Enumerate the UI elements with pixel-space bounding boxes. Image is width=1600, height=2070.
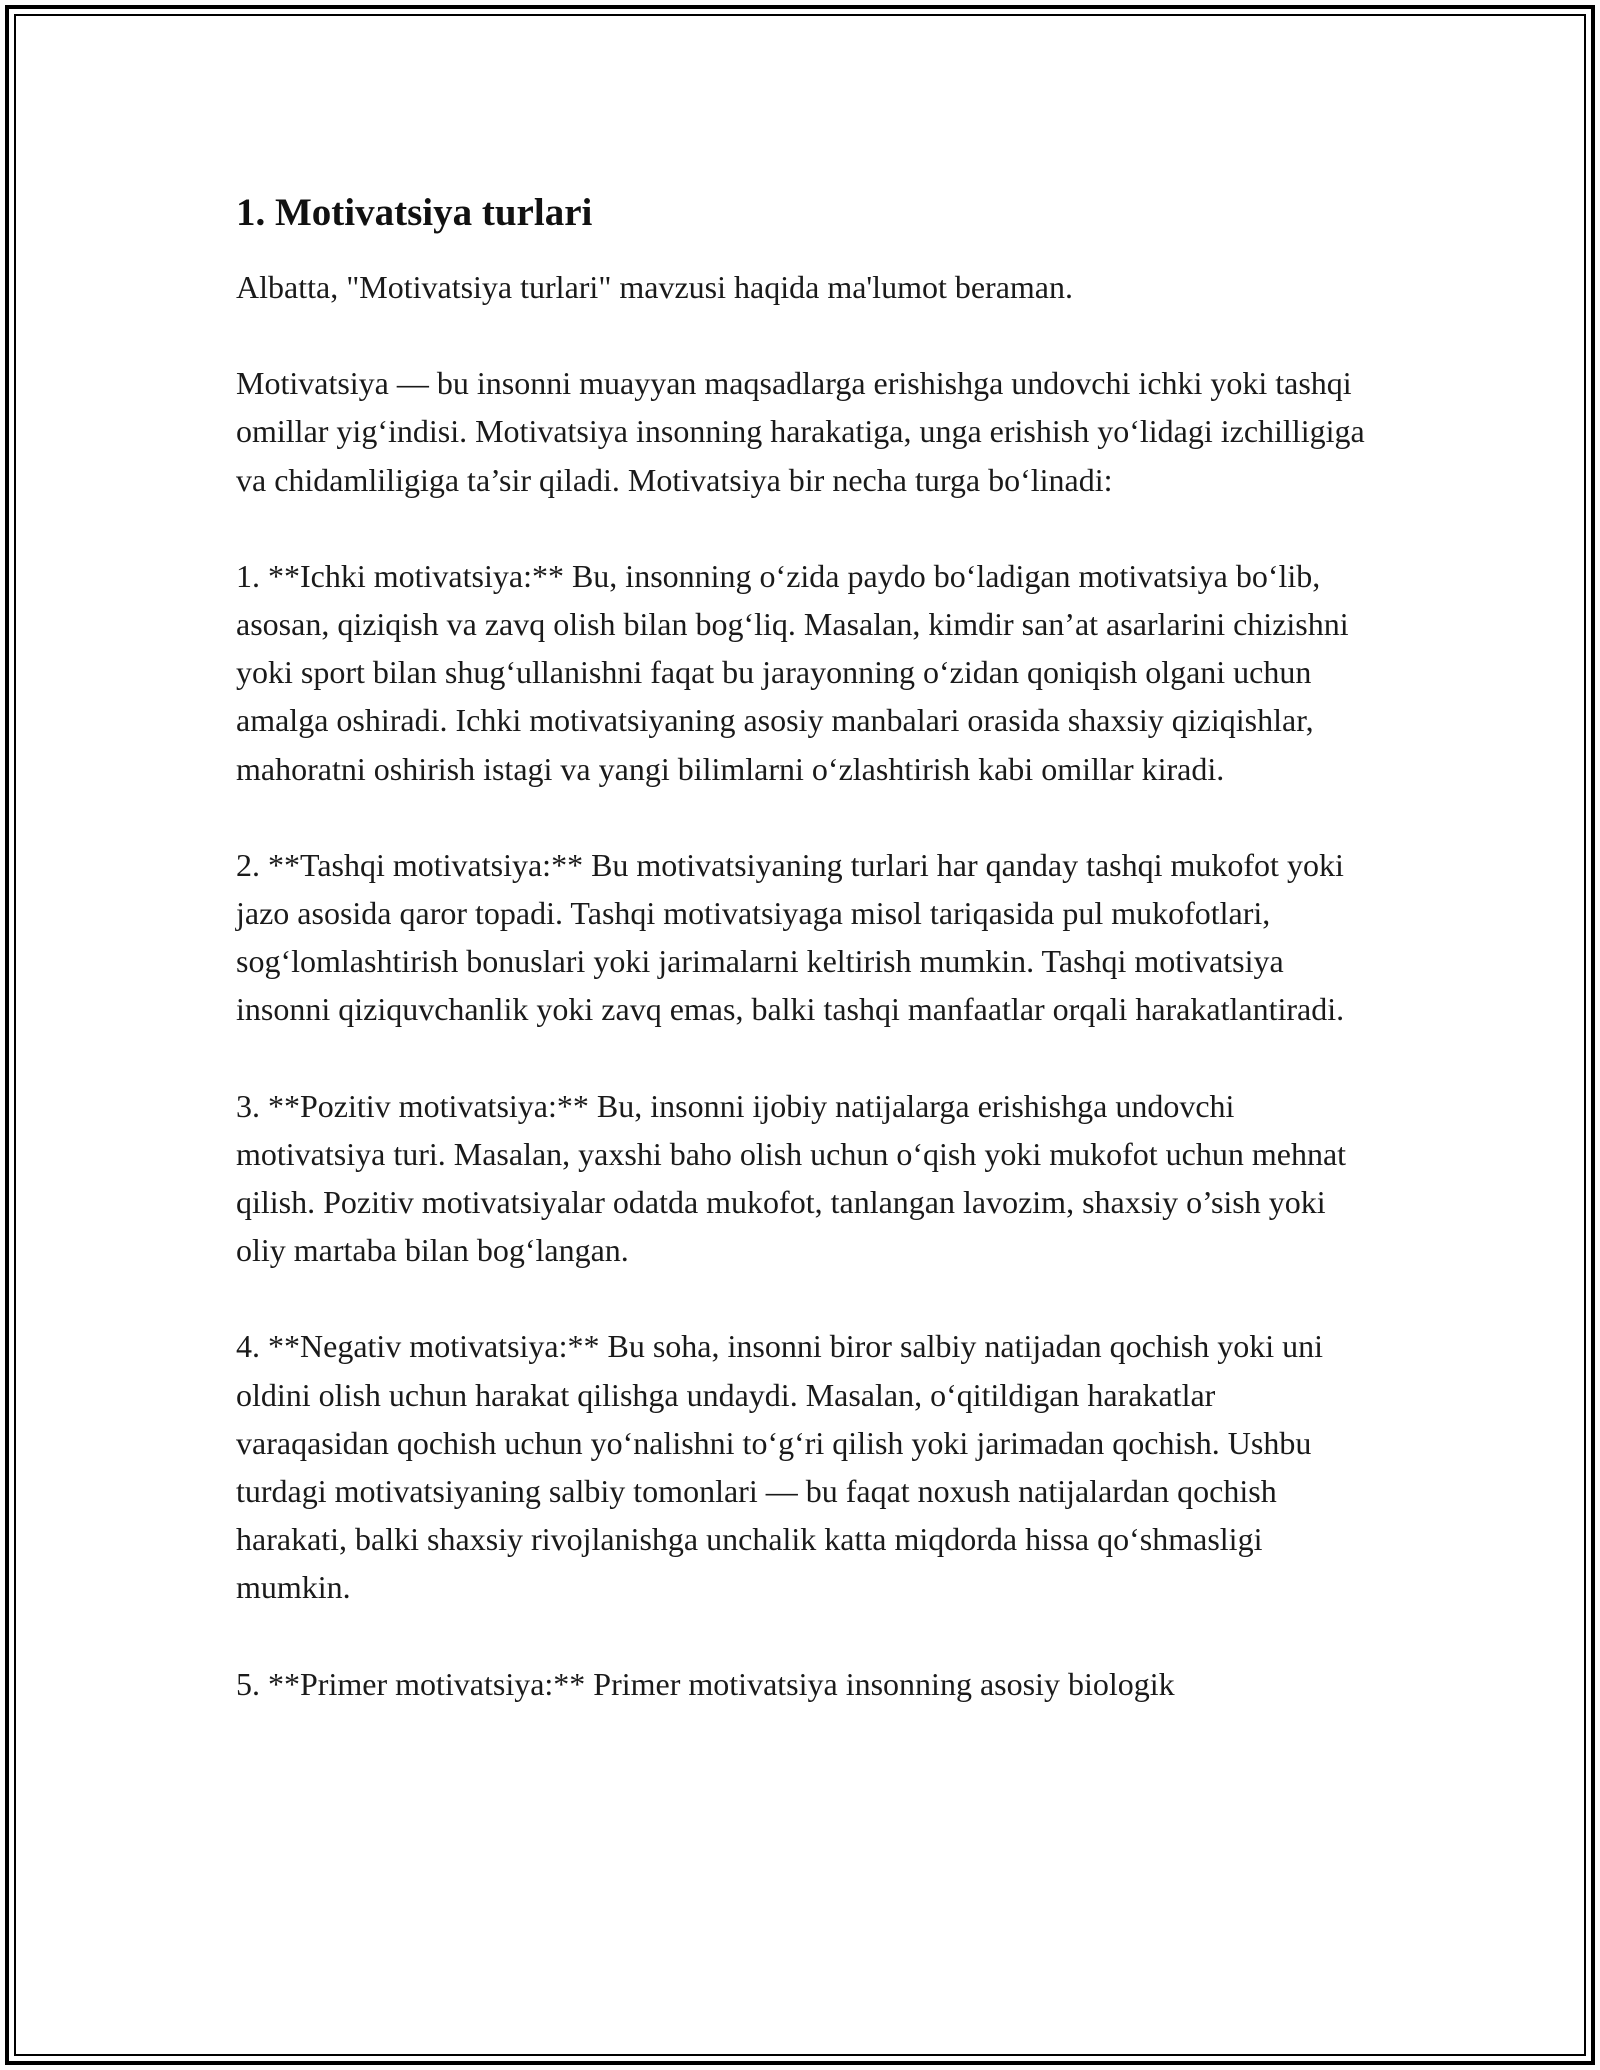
document-body xyxy=(236,185,1371,1708)
paragraph-negative: 4. **Negativ motivatsiya:** Bu soha, insonni biror salbiy natijadan qochish yoki uni oldini olish uchun harakat qilishga undaydi. Masalan, o‘qitildigan harakatlar varaqasidan qochish uchun yo‘nalishni to‘g‘ri qilish yoki jarimadan qochish. Ushbu turdagi motivatsiyaning salbiy tomonlari — bu faqat noxush natijalardan qochish harakati, balki shaxsiy rivojlanishga unchalik katta miqdorda hissa qo‘shmasligi mumkin. xyxy=(236,1328,1323,1606)
paragraph-positive: 3. **Pozitiv motivatsiya:** Bu, insonni ijobiy natijalarga erishishga undovchi motivatsiya turi. Masalan, yaxshi baho olish uchun o‘qish yoki mukofot uchun mehnat qilish. Pozitiv motivatsiyalar odatda mukofot, tanlangan lavozim, shaxsiy o’sish yoki oliy martaba bilan bog‘langan. xyxy=(236,1087,1347,1269)
paragraph-definition: Motivatsiya — bu insonni muayyan maqsadlarga erishishga undovchi ichki yoki tashqi omillar yig‘indisi. Motivatsiya insonning harakatiga, unga erishish yo‘lidagi izchilligiga va chidamliligiga ta’sir qiladi. Motivatsiya bir necha turga bo‘linadi: xyxy=(236,365,1365,498)
document-title: 1. Motivatsiya turlari xyxy=(236,191,593,234)
paragraph-intro: Albatta, "Motivatsiya turlari" mavzusi haqida ma'lumot beraman. xyxy=(236,269,1073,305)
paragraph-intrinsic: 1. **Ichki motivatsiya:** Bu, insonning o‘zida paydo bo‘ladigan motivatsiya bo‘lib, asosan, qiziqish va zavq olish bilan bog‘liq. Masalan, kimdir san’at asarlarini chizishni yoki sport bilan shug‘ullanishni faqat bu jarayonning o‘zidan qoniqish olgani uchun amalga oshiradi. Ichki motivatsiyaning asosiy manbalari orasida shaxsiy qiziqishlar, mahoratni oshirish istagi va yangi bilimlarni o‘zlashtirish kabi omillar kiradi. xyxy=(236,557,1349,787)
paragraph-primary: 5. **Primer motivatsiya:** Primer motivatsiya insonning asosiy biologik xyxy=(236,1665,1175,1702)
paragraph-extrinsic: 2. **Tashqi motivatsiya:** Bu motivatsiyaning turlari har qanday tashqi mukofot yoki jazo asosida qaror topadi. Tashqi motivatsiyaga misol tariqasida pul mukofotlari, sog‘lomlashtirish bonuslari yoki jarimalarni keltirish mumkin. Tashqi motivatsiya insonni qiziquvchanlik yoki zavq emas, balki tashqi manfaatlar orqali harakatlantiradi. xyxy=(236,846,1345,1028)
